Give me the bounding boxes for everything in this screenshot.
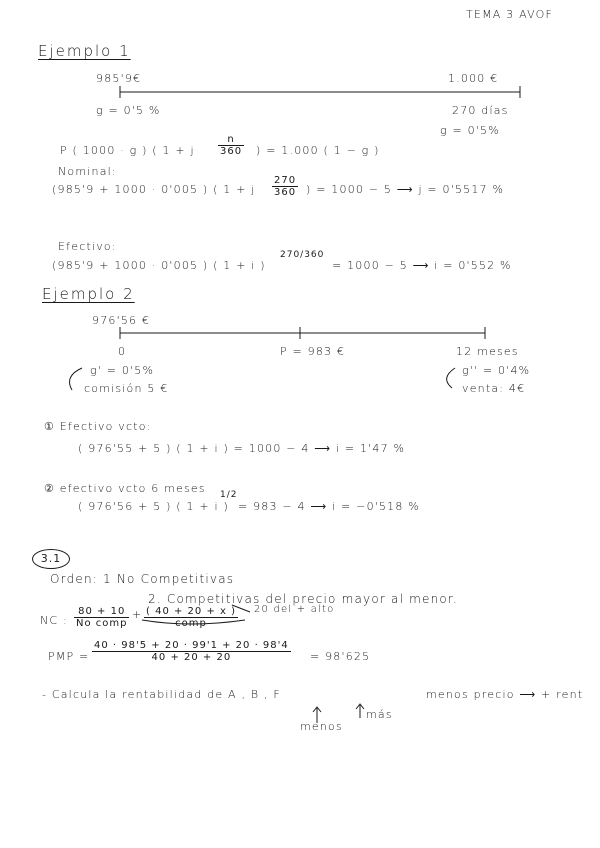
menos-precio-text: menos precio ⟶ + rent — [426, 688, 584, 701]
nc-fraction-2 — [144, 606, 238, 629]
curved-arrow-left — [70, 368, 82, 390]
s31-orden-2: 2. Competitivas del precio mayor al menor. — [148, 592, 458, 606]
ej1-left-rate: g = 0'5 % — [96, 104, 161, 117]
menos-label: menos — [300, 720, 343, 733]
ej1-left-amount: 985'9€ — [96, 72, 142, 85]
ejemplo1-heading: Ejemplo 1 — [38, 42, 131, 60]
ej2-six-result: = 983 − 4 ⟶ i = −0'518 % — [238, 500, 420, 513]
frac2-numerator: 270 — [274, 175, 297, 186]
ej1-efectivo-label: Efectivo: — [58, 240, 117, 253]
nc-den-2: comp — [175, 618, 207, 629]
page-header-title: TEMA 3 AVOF — [466, 8, 554, 21]
ej1-efectivo-result: = 1000 − 5 ⟶ i = 0'552 % — [332, 259, 512, 272]
ej1-formula-post: ) = 1.000 ( 1 − g ) — [256, 144, 380, 157]
ej2-p-label: P = 983 € — [280, 345, 346, 358]
ej2-six-eq: ( 976'56 + 5 ) ( 1 + i ) — [78, 500, 229, 513]
ej2-amount: 976'56 € — [92, 314, 151, 327]
ej1-efectivo-eq: (985'9 + 1000 · 0'005 ) ( 1 + i ) — [52, 259, 266, 272]
ej1-fraction-1 — [218, 134, 244, 157]
ej1-fraction-2 — [272, 175, 298, 198]
ej1-efectivo-exponent: 270/360 — [280, 250, 325, 260]
ej1-right-amount: 1.000 € — [448, 72, 499, 85]
pmp-numerator: 40 · 98'5 + 20 · 99'1 + 20 · 98'4 — [94, 640, 289, 651]
nc-note: 20 del + alto — [254, 604, 335, 615]
nc-plus: + — [132, 608, 143, 621]
nc-num-1: 80 + 10 — [74, 606, 129, 618]
ej2-vcto-eq: ( 976'55 + 5 ) ( 1 + i ) = 1000 − 4 ⟶ i = 1'47 % — [78, 442, 406, 455]
ej1-right-rate: g = 0'5% — [440, 124, 500, 137]
mas-label: más — [366, 708, 393, 721]
ej2-six-label: ② efectivo vcto 6 meses — [44, 482, 206, 495]
ej2-left-note: comisión 5 € — [84, 382, 169, 395]
ej2-time-0: 0 — [118, 345, 127, 358]
s31-orden: Orden: 1 No Competitivas — [50, 572, 235, 586]
ej1-nominal-post: ) = 1000 − 5 ⟶ j = 0'5517 % — [306, 183, 505, 196]
ej1-nominal-pre: (985'9 + 1000 · 0'005 ) ( 1 + j — [52, 183, 256, 196]
ej1-nominal-label: Nominal: — [58, 165, 117, 178]
ej1-days: 270 días — [452, 104, 509, 117]
ej2-time-12: 12 meses — [456, 345, 519, 358]
ej2-right-note: venta: 4€ — [462, 382, 526, 395]
ejemplo2-heading: Ejemplo 2 — [42, 285, 135, 303]
nc-num-2: ( 40 + 20 + x ) — [146, 606, 236, 617]
frac1-denominator: 360 — [220, 146, 243, 157]
ej2-right-rate: g'' = 0'4% — [462, 364, 531, 377]
pmp-label: PMP = — [48, 650, 90, 663]
frac2-denominator: 360 — [274, 187, 297, 198]
pmp-result: = 98'625 — [310, 650, 371, 663]
pmp-fraction — [92, 640, 291, 663]
curved-arrow-right — [447, 368, 455, 388]
nc-fraction-1 — [74, 606, 129, 629]
nc-den-1: No comp — [76, 618, 128, 629]
ej1-formula-pre: P ( 1000 · g ) ( 1 + j — [60, 144, 195, 157]
frac1-numerator: n — [218, 134, 244, 146]
ej2-left-rate: g' = 0'5% — [90, 364, 155, 377]
pmp-denominator: 40 + 20 + 20 — [151, 652, 232, 663]
ej2-six-exponent: 1/2 — [220, 490, 238, 500]
nc-label: NC : — [40, 614, 68, 627]
ej2-vcto-label: ① Efectivo vcto: — [44, 420, 152, 433]
section-badge: 3.1 — [32, 549, 70, 569]
calc-text: - Calcula la rentabilidad de A , B , F — [42, 688, 281, 701]
